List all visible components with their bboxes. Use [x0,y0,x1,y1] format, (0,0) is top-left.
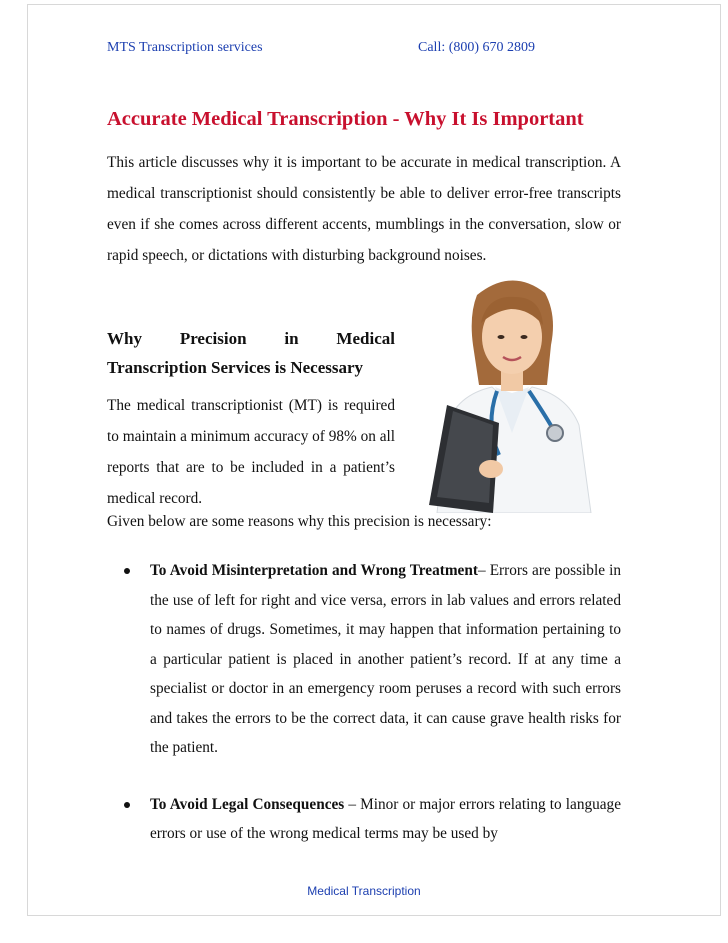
section-heading [107,324,395,382]
section-continuation: Given below are some reasons why this precision is necessary: [107,513,492,530]
list-item [115,556,621,763]
section-heading-line1 [107,324,395,353]
reasons-list [115,556,621,849]
heading-word: Why [107,329,142,348]
bullet-title: To Avoid Legal Consequences [150,795,345,813]
doctor-photo [407,265,621,513]
doctor-illustration [407,265,621,513]
heading-word: in [284,329,299,348]
intro-paragraph: This article discusses why it is important to be accurate in medical transcription. A medical transcriptionist should consistently be able to deliver error-free transcripts even if she comes across different accents, mumblings in the conversation, slow or rapid speech, or dictations with disturbing background noises. [107,154,621,264]
article-title: Accurate Medical Transcription - Why It Is Important [107,108,584,130]
company-name: MTS Transcription services [107,40,263,55]
bullet-text: – Errors are possible in the use of left for right and vice versa, errors in lab values and errors related to names of drugs. Sometimes, it may happen that information pertaining to a particular patient is placed in another patient’s record. If at any time a specialist or doctor in an emergency room peruses a record with such errors and takes the errors to be the correct data, it can cause grave health risks for the patient. [150,562,621,756]
page-footer: Medical Transcription [307,884,421,898]
heading-word: Medical [336,329,395,348]
section-heading-line2: Transcription Services is Necessary [107,358,364,377]
bullet-icon [124,802,130,808]
bullet-title: To Avoid Misinterpretation and Wrong Treatment [150,562,478,579]
list-item [115,790,621,849]
heading-word: Precision [179,329,247,348]
page-header [107,40,627,60]
bullet-icon [124,568,130,574]
phone-number: Call: (800) 670 2809 [418,40,536,55]
section-body: The medical transcriptionist (MT) is required to maintain a minimum accuracy of 98% on all reports that are to be included in a patient’s medical record. [107,397,396,507]
bullet-text: – Minor or major errors relating to language errors or use of the wrong medical terms may be used by [150,795,621,842]
